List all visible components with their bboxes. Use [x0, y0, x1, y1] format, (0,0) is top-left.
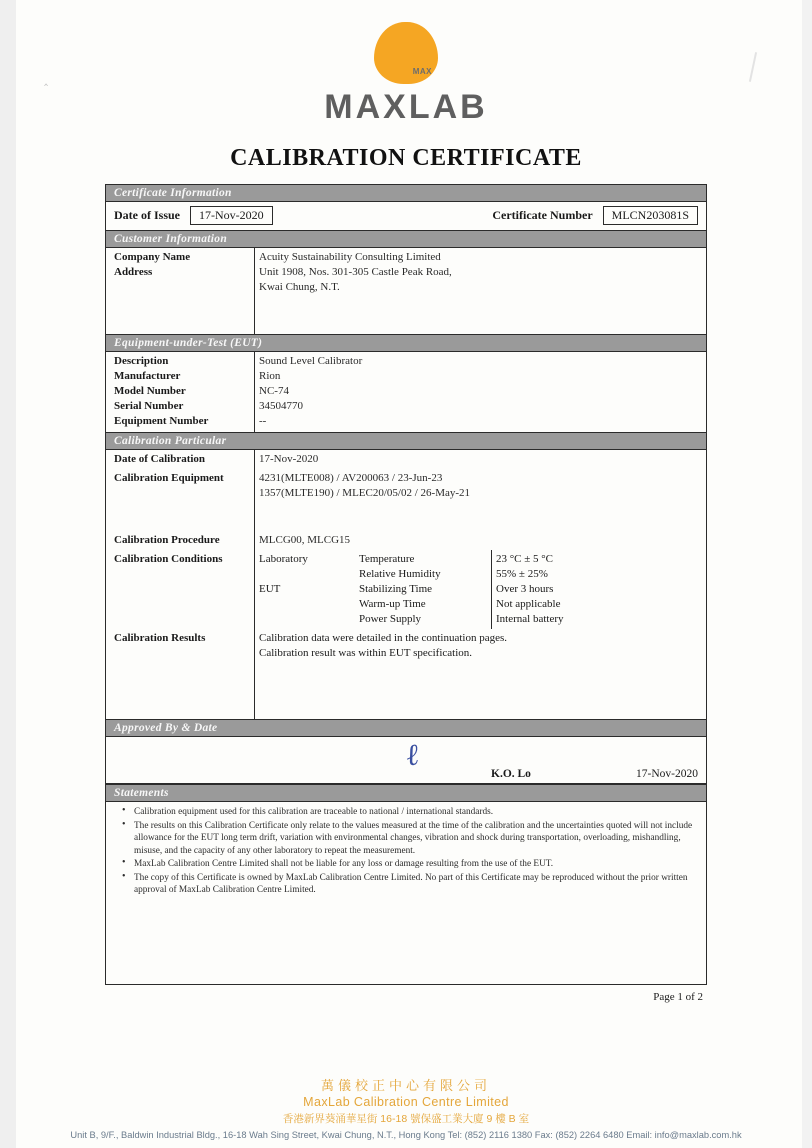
company-name-value: Acuity Sustainability Consulting Limited: [259, 251, 441, 263]
eut-value-description: Sound Level Calibrator: [259, 355, 363, 367]
company-name-label: Company Name: [114, 251, 191, 263]
customer-values: [254, 248, 706, 334]
calibration-equipment-label: Calibration Equipment: [114, 472, 224, 484]
approver-name: K.O. Lo: [491, 768, 531, 780]
page-footer: [0, 1075, 812, 1148]
scan-edge-right: [802, 0, 812, 1148]
calibration-conditions-row: [106, 550, 706, 629]
brand-logo: [0, 0, 812, 127]
statement-item: • Calibration equipment used for this calibration are traceable to national / international standards.: [120, 806, 696, 819]
section-header-calibration-particular: Calibration Particular: [106, 432, 706, 450]
section-header-approved-by-date: Approved By & Date: [106, 719, 706, 737]
scan-artifact-mark: ‸: [44, 72, 49, 86]
conditions-value-column: [491, 550, 706, 629]
section-header-eut: Equipment-under-Test (EUT): [106, 334, 706, 352]
approval-date: 17-Nov-2020: [636, 768, 698, 780]
condition-who-1: [259, 567, 351, 582]
eut-value-manufacturer: Rion: [259, 370, 281, 382]
condition-who-0: Laboratory: [259, 553, 308, 565]
footer-company-name-en: MaxLab Calibration Centre Limited: [303, 1095, 509, 1109]
eut-label-equipment-number: Equipment Number: [114, 415, 209, 427]
statement-item: • The results on this Calibration Certificate only relate to the values measured at the time of the calibration and the uncertainties quoted will not include allowance for the EUT long term drift, variation with environmental changes, vibration and shock during transportation, overloading, mishandling, misuse, and the capacity of any other laboratory to repeat the measurement.: [120, 820, 696, 858]
condition-value-4: Internal battery: [496, 613, 564, 625]
calibration-results-row: [106, 629, 706, 719]
condition-value-0: 23 °C ± 5 °C: [496, 553, 554, 565]
page-number: Page 1 of 2: [653, 991, 703, 1003]
address-line-1: Unit 1908, Nos. 301-305 Castle Peak Road,: [259, 266, 452, 278]
eut-value-equipment-number: --: [259, 415, 267, 427]
statements-list: [120, 806, 696, 897]
certificate-information-row: [106, 202, 706, 230]
eut-value-serial-number: 34504770: [259, 400, 303, 412]
calibration-conditions-grid: [254, 550, 706, 629]
date-of-calibration-label: Date of Calibration: [114, 453, 206, 465]
calibration-results-values: [254, 629, 706, 719]
conditions-parameter-column: [355, 550, 491, 629]
maxlab-logo-icon: [374, 22, 438, 84]
calibration-results-line-2: Calibration result was within EUT specification.: [259, 647, 473, 659]
eut-value-model-number: NC-74: [259, 385, 289, 397]
certificate-table: [105, 184, 707, 985]
conditions-who-column: [255, 550, 355, 629]
signature-mark: ℓ: [403, 738, 421, 773]
address-label: Address: [114, 266, 153, 278]
eut-label-model-number: Model Number: [114, 385, 186, 397]
condition-value-1: 55% ± 25%: [496, 568, 548, 580]
condition-param-0: Temperature: [359, 553, 415, 565]
condition-param-4: Power Supply: [359, 613, 422, 625]
date-of-issue-label: Date of Issue: [114, 208, 180, 222]
scan-edge-left: [0, 0, 16, 1148]
condition-who-3: [259, 597, 351, 612]
approval-area: [106, 737, 706, 784]
eut-block: [106, 352, 706, 432]
condition-value-2: Over 3 hours: [496, 583, 554, 595]
calibration-procedure-label: Calibration Procedure: [114, 534, 220, 546]
calibration-procedure-value: MLCG00, MLCG15: [254, 531, 706, 550]
calibration-equipment-row: [106, 469, 706, 531]
section-header-customer-information: Customer Information: [106, 230, 706, 248]
statement-item: • MaxLab Calibration Centre Limited shall not be liable for any loss or damage resulting from the use of the EUT.: [120, 858, 696, 871]
condition-param-3: Warm-up Time: [359, 598, 426, 610]
condition-who-2: EUT: [259, 583, 281, 595]
condition-who-4: [259, 612, 351, 627]
eut-labels: [106, 352, 254, 432]
condition-value-3: Not applicable: [496, 598, 561, 610]
logo-wordmark: MAXLAB: [324, 88, 488, 126]
eut-label-manufacturer: Manufacturer: [114, 370, 181, 382]
logo-mark-label: MAX: [412, 67, 432, 76]
eut-label-description: Description: [114, 355, 169, 367]
calibration-equipment-values: [254, 469, 706, 531]
footer-address-cn: 香港新界葵涌華星街 16-18 號保盛工業大廈 9 樓 B 室: [282, 1113, 530, 1125]
footer-address-en: Unit B, 9/F., Baldwin Industrial Bldg., 16-18 Wah Sing Street, Kwai Chung, N.T., Hong Kong Tel: (852) 2116 1380 Fax: (852) 2264 6480 Email: info@maxlab.com.hk: [70, 1130, 742, 1140]
address-line-2: Kwai Chung, N.T.: [259, 281, 340, 293]
footer-company-name-cn: 萬儀校正中心有限公司: [320, 1078, 491, 1093]
calibration-results-label: Calibration Results: [114, 632, 206, 644]
date-of-issue-value: 17-Nov-2020: [190, 206, 273, 225]
customer-labels: [106, 248, 254, 334]
section-header-statements: Statements: [106, 784, 706, 802]
certificate-number-value: MLCN203081S: [603, 206, 698, 225]
eut-label-serial-number: Serial Number: [114, 400, 184, 412]
section-header-certificate-information: Certificate Information: [106, 185, 706, 202]
condition-param-1: Relative Humidity: [359, 568, 441, 580]
calibration-results-line-1: Calibration data were detailed in the continuation pages.: [259, 632, 508, 644]
certificate-number-label: Certificate Number: [492, 208, 593, 222]
calibration-conditions-label: Calibration Conditions: [114, 553, 223, 565]
calibration-procedure-row: [106, 531, 706, 550]
statement-item: • The copy of this Certificate is owned by MaxLab Calibration Centre Limited. No part of this Certificate may be reproduced without the prior written approval of MaxLab Calibration Centre Limited.: [120, 872, 696, 897]
date-of-calibration-value: 17-Nov-2020: [254, 450, 706, 469]
calibration-equipment-line-1: 4231(MLTE008) / AV200063 / 23-Jun-23: [259, 472, 443, 484]
statements-block: [106, 802, 706, 985]
eut-values: [254, 352, 706, 432]
date-of-calibration-row: [106, 450, 706, 469]
customer-information-block: [106, 248, 706, 334]
calibration-equipment-line-2: 1357(MLTE190) / MLEC20/05/02 / 26-May-21: [259, 487, 471, 499]
condition-param-2: Stabilizing Time: [359, 583, 433, 595]
page-title: CALIBRATION CERTIFICATE: [230, 145, 582, 171]
